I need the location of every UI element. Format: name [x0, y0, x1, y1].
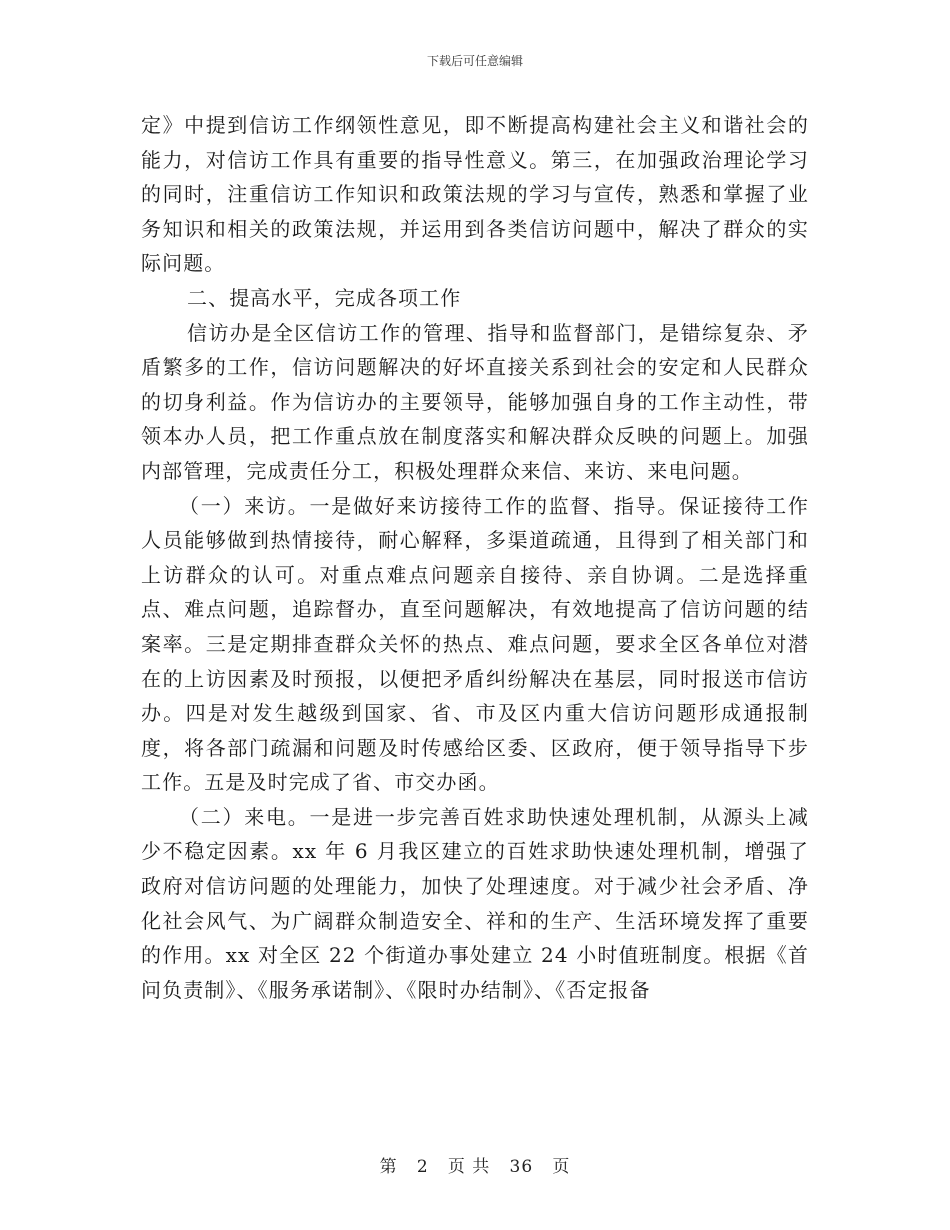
- page-current: 2: [416, 1157, 429, 1177]
- paragraph-visits: （一）来访。一是做好来访接待工作的监督、指导。保证接待工作人员能够做到热情接待，耐心解释，多渠道疏通，且得到了相关部门和上访群众的认可。对重点难点问题亲自接待、亲自协调。二是选择重点、难点问题，追踪督办，直至问题解决，有效地提高了信访问题的结案率。三是定期排查群众关怀的热点、难点问题，要求全区各单位对潜在的上访因素及时预报，以便把矛盾纠纷解决在基层，同时报送市信访办。四是对发生越级到国家、省、市及区内重大信访问题形成通报制度，将各部门疏漏和问题及时传感给区委、区政府，便于领导指导下步工作。五是及时完成了省、市交办函。: [141, 493, 809, 795]
- page-label-suffix: 页: [552, 1157, 571, 1177]
- paragraph-continuation: 定》中提到信访工作纲领性意见，即不断提高构建社会主义和谐社会的能力，对信访工作具有重要的指导性意义。第三，在加强政治理论学习的同时，注重信访工作知识和政策法规的学习与宣传，熟悉和掌握了业务知识和相关的政策法规，并运用到各类信访问题中，解决了群众的实际问题。: [141, 113, 809, 276]
- page-label-mid: 页 共: [447, 1157, 491, 1177]
- document-body: [141, 108, 809, 1007]
- header-note: 下载后可任意编辑: [426, 54, 523, 68]
- page-header: [0, 53, 950, 69]
- page-total: 36: [509, 1157, 534, 1177]
- page-footer: [0, 1156, 950, 1178]
- page-label-prefix: 第: [379, 1157, 398, 1177]
- section-heading: 二、提高水平，完成各项工作: [187, 285, 462, 310]
- paragraph-calls: （二）来电。一是进一步完善百姓求助快速处理机制，从源头上减少不稳定因素。xx 年 6 月我区建立的百姓求助快速处理机制，增强了政府对信访问题的处理能力，加快了处理速度。对于减少社会矛盾、净化社会风气、为广阔群众制造安全、祥和的生产、生活环境发挥了重要的作用。xx 对全区 22 个街道办事处建立 24 小时值班制度。根据《首问负责制》、《服务承诺制》、《限时办结制》、《否定报备: [141, 804, 809, 1002]
- paragraph-xinfang-office: 信访办是全区信访工作的管理、指导和监督部门，是错综复杂、矛盾繁多的工作，信访问题解决的好坏直接关系到社会的安定和人民群众的切身利益。作为信访办的主要领导，能够加强自身的工作主动性，带领本办人员，把工作重点放在制度落实和解决群众反映的问题上。加强内部管理，完成责任分工，积极处理群众来信、来访、来电问题。: [141, 320, 809, 483]
